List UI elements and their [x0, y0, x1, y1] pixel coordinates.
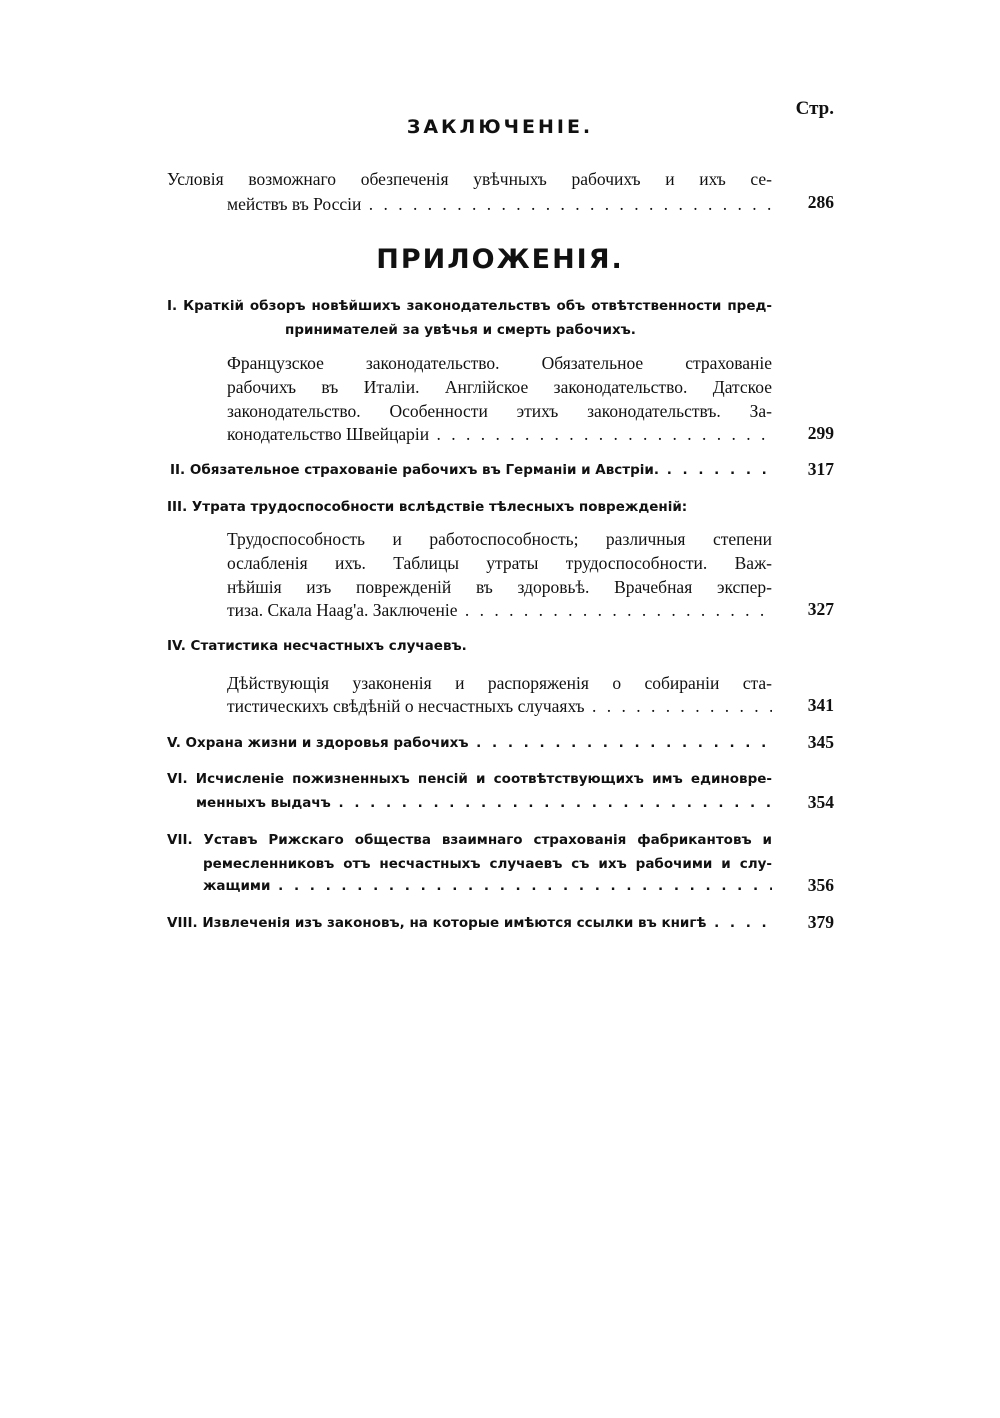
appendix-ii-page-number: 317: [807, 459, 834, 479]
appendix-i-body-line-2: рабочихъ въ Италіи. Англійское законодательство. Датское: [227, 377, 772, 397]
appendix-iv-body-line-1: Дѣйствующія узаконенія и распоряженія о собираніи ста-: [227, 673, 772, 693]
appendix-vii-heading-line-1: VII. Уставъ Рижскаго общества взаимнаго страхованія фабрикантовъ и: [167, 832, 772, 848]
appendix-iii-body-line-2: ослабленія ихъ. Таблицы утраты трудоспособности. Важ-: [227, 553, 772, 573]
appendix-i-heading-line-2: принимателей за увѣчья и смерть рабочихъ.: [285, 322, 636, 338]
page-column-label: Стр.: [795, 98, 834, 119]
appendices-title: ПРИЛОЖЕНІЯ.: [376, 244, 624, 275]
appendix-vii-heading-line-3: жащими . . .: [203, 874, 772, 898]
conclusion-entry-line-1: Условія возможнаго обезпеченія увѣчныхъ рабочихъ и ихъ се-: [167, 169, 772, 189]
conclusion-entry-line-2: мействъ въ Россіи . . .: [227, 192, 772, 216]
appendix-iii-heading: III. Утрата трудоспособности вслѣдствіе тѣлесныхъ поврежденій:: [167, 499, 688, 515]
appendix-ii-heading: II. Обязательное страхованіе рабочихъ въ Германіи и Австріи. . . .: [170, 458, 770, 482]
appendix-i-body-line-4: конодательство Швейцаріи . . .: [227, 422, 772, 446]
appendix-i-heading-line-1: I. Краткій обзоръ новѣйшихъ законодательствъ объ отвѣтственности пред-: [167, 298, 772, 314]
appendix-iv-heading: IV. Статистика несчастныхъ случаевъ.: [167, 638, 467, 654]
appendix-vii-heading-line-2: ремесленниковъ отъ несчастныхъ случаевъ съ ихъ рабочими и слу-: [203, 856, 772, 872]
appendix-iii-body-line-1: Трудоспособность и работоспособность; различныя степени: [227, 529, 772, 549]
appendix-vi-page-number: 354: [807, 792, 834, 812]
appendix-iv-page-number: 341: [807, 695, 834, 715]
appendix-i-body-line-3: законодательство. Особенности этихъ законодательствъ. За-: [227, 401, 772, 421]
appendix-viii-page-number: 379: [807, 912, 834, 932]
appendix-iv-body-line-2: тистическихъ свѣдѣній о несчастныхъ случаяхъ . . .: [227, 694, 772, 718]
appendix-iii-body-line-4: тиза. Скала Haag'a. Заключеніе . . .: [227, 598, 772, 622]
appendix-vi-heading-line-2: менныхъ выдачъ . . .: [196, 791, 772, 815]
appendix-v-heading: V. Охрана жизни и здоровья рабочихъ . . .: [167, 731, 772, 755]
appendix-viii-heading: VIII. Извлеченія изъ законовъ, на которые имѣются ссылки въ книгѣ . . .: [167, 911, 772, 935]
appendix-iii-body-line-3: нѣйшія изъ поврежденій въ здоровьѣ. Врачебная экспер-: [227, 577, 772, 597]
appendix-vi-heading-line-1: VI. Исчисленіе пожизненныхъ пенсій и соотвѣтствующихъ имъ единовре-: [167, 771, 772, 787]
appendix-i-body-line-1: Французское законодательство. Обязательное страхованіе: [227, 353, 772, 373]
conclusion-page-number: 286: [807, 192, 834, 212]
appendix-iii-page-number: 327: [807, 599, 834, 619]
appendix-i-page-number: 299: [807, 423, 834, 443]
appendix-vii-page-number: 356: [807, 875, 834, 895]
appendix-v-page-number: 345: [807, 732, 834, 752]
conclusion-title: ЗАКЛЮЧЕНІЕ.: [406, 116, 594, 138]
